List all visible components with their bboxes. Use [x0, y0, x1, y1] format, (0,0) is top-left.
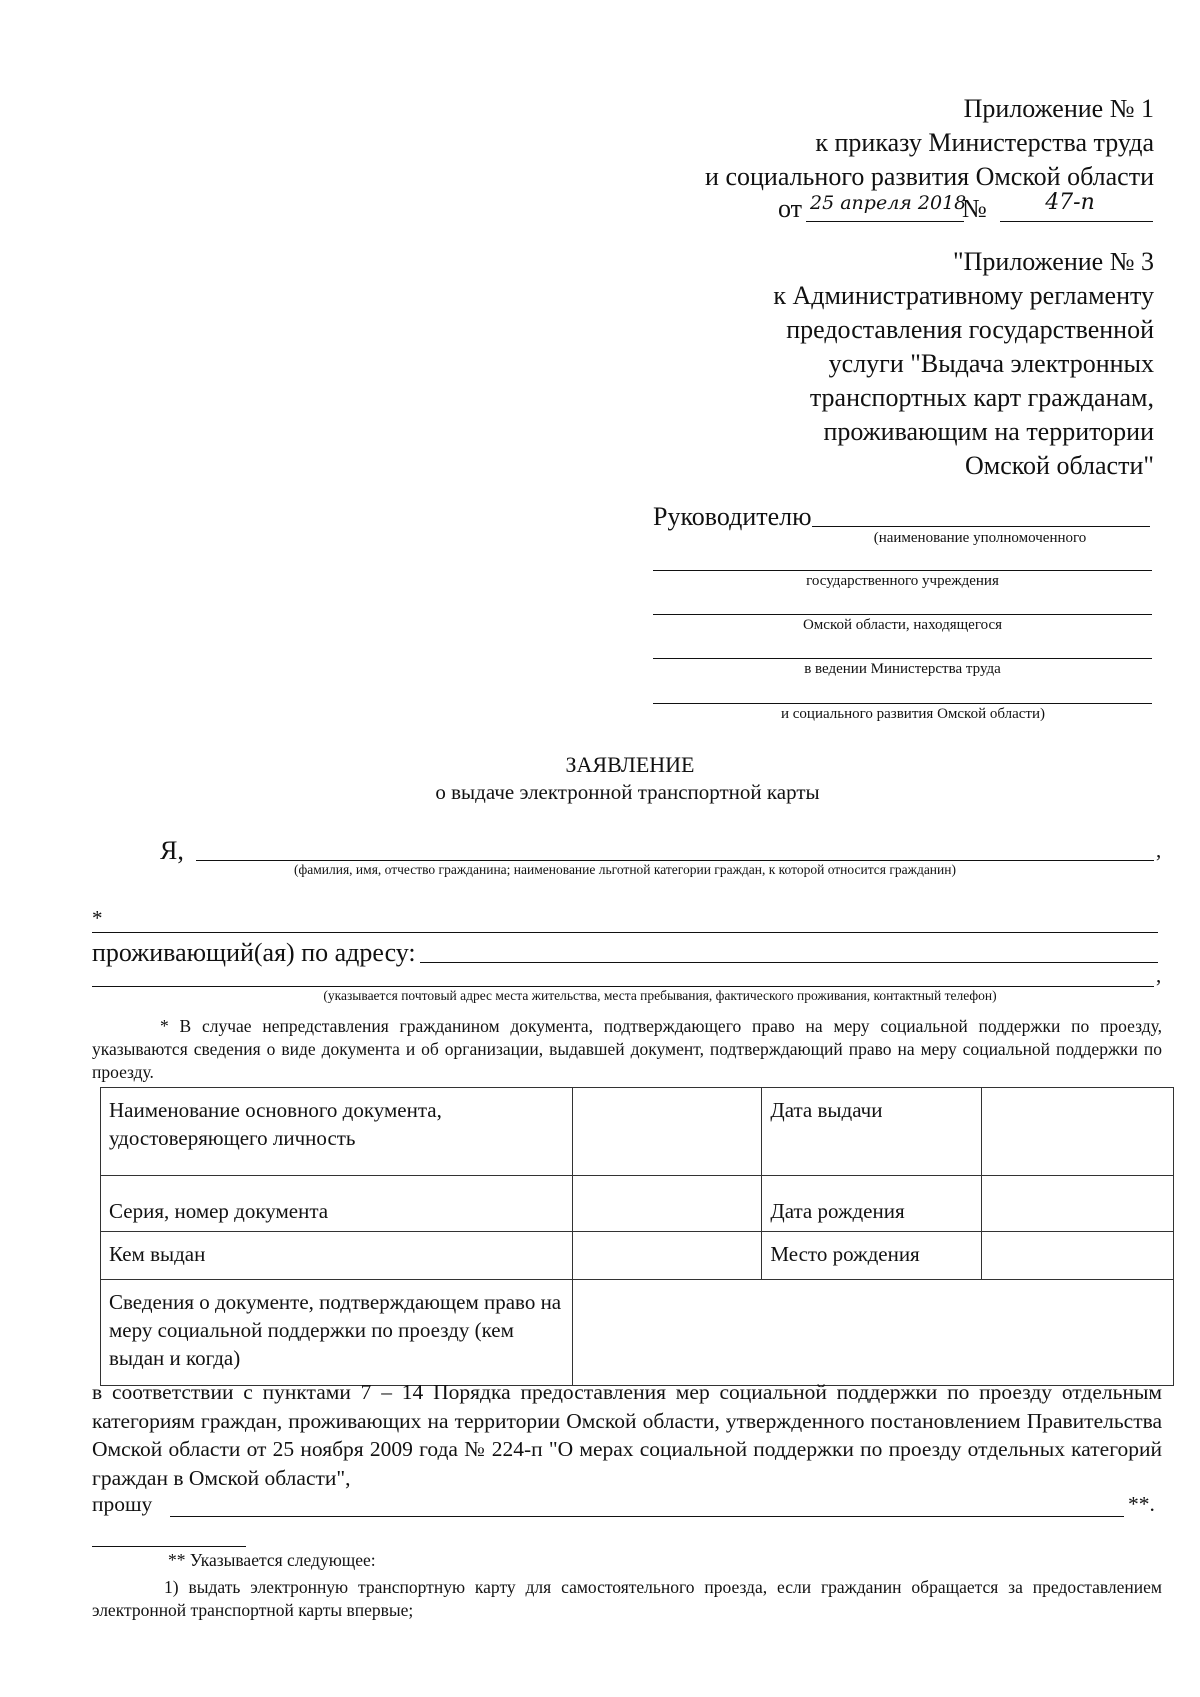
order-date-handwritten: 25 апреля 2018: [810, 192, 967, 214]
legal-basis-paragraph: в соответствии с пунктами 7 – 14 Порядка предоставления мер социальной поддержки по проезду отдельным категориям граждан, проживающих на территории Омской области, утвержденного постановлением Правительства Омской области от 25 ноября 2009 года № 224-п "О мерах социальной поддержки по проезду отдельных категорий граждан в Омской области",: [92, 1380, 1162, 1490]
addressee-hint: в ведении Министерства труда: [804, 661, 1001, 677]
address-line-2[interactable]: [92, 986, 1154, 987]
document-details-table: [100, 1087, 1174, 1386]
order-date-prefix: от: [778, 194, 803, 223]
order-number-handwritten: 47-п: [1045, 190, 1095, 215]
addressee-line[interactable]: [653, 703, 1152, 704]
birth-place-value[interactable]: [982, 1232, 1174, 1280]
support-doc-label: Сведения о документе, подтверждающем право на меру социальной поддержки по проезду (кем выдан и когда): [101, 1280, 573, 1386]
series-number-value[interactable]: [572, 1176, 762, 1232]
series-number-label: Серия, номер документа: [101, 1176, 573, 1232]
applicant-prefix: Я,: [160, 836, 184, 865]
support-doc-value[interactable]: [572, 1280, 1173, 1386]
order-appendix-title: Приложение № 1: [963, 94, 1154, 123]
table-row: [101, 1232, 1174, 1280]
doc-name-label: Наименование основного документа, удостоверяющего личность: [101, 1088, 573, 1176]
birth-date-value[interactable]: [982, 1176, 1174, 1232]
addressee-hint: Омской области, находящегося: [802, 617, 1003, 633]
footnote-separator: [92, 1546, 246, 1547]
regulation-appendix-line: услуги "Выдача электронных: [828, 349, 1154, 378]
applicant-name-line[interactable]: [196, 860, 1154, 861]
benefit-category-line[interactable]: [92, 932, 1158, 933]
applicant-comma: ,: [1156, 838, 1162, 862]
footnote-title: ** Указывается следующее:: [168, 1550, 376, 1570]
table-row: [101, 1088, 1174, 1176]
applicant-hint: (фамилия, имя, отчество гражданина; наименование льготной категории граждан, к которой относится гражданин): [294, 862, 956, 877]
regulation-appendix-line: проживающим на территории: [823, 417, 1154, 446]
addressee-line[interactable]: [653, 614, 1152, 615]
addressee-hint: государственного учреждения: [806, 573, 999, 589]
document-subtitle: о выдаче электронной транспортной карты: [435, 780, 820, 804]
order-appendix-header: [500, 92, 1154, 194]
address-hint: (указывается почтовый адрес места жительства, места пребывания, фактического проживания, контактный телефон): [323, 988, 997, 1003]
addressee-label: Руководителю: [653, 502, 812, 531]
addressee-hint: (наименование уполномоченного: [873, 530, 1087, 546]
issued-by-label: Кем выдан: [101, 1232, 573, 1280]
order-number-label: №: [962, 194, 987, 223]
order-number-line: [1000, 221, 1153, 222]
doc-name-value[interactable]: [572, 1088, 762, 1176]
address-line[interactable]: [420, 962, 1158, 963]
table-row: [101, 1280, 1174, 1386]
addressee-line[interactable]: [812, 526, 1150, 527]
regulation-appendix-line: к Административному регламенту: [773, 281, 1154, 310]
regulation-appendix-line: "Приложение № 3: [953, 247, 1154, 276]
issued-by-value[interactable]: [572, 1232, 762, 1280]
request-label: прошу: [92, 1492, 153, 1516]
note-star: *: [92, 906, 103, 930]
order-appendix-line: к приказу Министерства труда: [815, 128, 1154, 157]
address-label: проживающий(ая) по адресу:: [92, 938, 416, 967]
regulation-appendix-line: Омской области": [964, 451, 1154, 480]
issue-date-value[interactable]: [982, 1088, 1174, 1176]
birth-place-label: Место рождения: [762, 1232, 982, 1280]
birth-date-label: Дата рождения: [762, 1176, 982, 1232]
addressee-hint: и социального развития Омской области): [780, 706, 1045, 722]
regulation-appendix: [500, 245, 1154, 483]
request-suffix: **.: [1128, 1492, 1155, 1516]
addressee-line[interactable]: [653, 570, 1152, 571]
addressee-line[interactable]: [653, 658, 1152, 659]
order-appendix-line: и социального развития Омской области: [705, 162, 1154, 191]
address-comma: ,: [1156, 963, 1162, 987]
order-date-line: [806, 221, 964, 222]
footnote-item: 1) выдать электронную транспортную карту для самостоятельного проезда, если гражданин обращается за предоставлением электронной транспортной карты впервые;: [92, 1577, 1162, 1620]
request-line[interactable]: [170, 1516, 1124, 1517]
issue-date-label: Дата выдачи: [762, 1088, 982, 1176]
regulation-appendix-line: предоставления государственной: [786, 315, 1154, 344]
table-row: [101, 1176, 1174, 1232]
missing-document-note: * В случае непредставления гражданином документа, подтверждающего право на меру социальной поддержки по проезду, указываются сведения о виде документа и об организации, выдавшей документ, подтверждающий право на меру социальной поддержки по проезду.: [92, 1016, 1162, 1082]
regulation-appendix-line: транспортных карт гражданам,: [809, 383, 1154, 412]
document-title: ЗАЯВЛЕНИЕ: [565, 752, 695, 777]
